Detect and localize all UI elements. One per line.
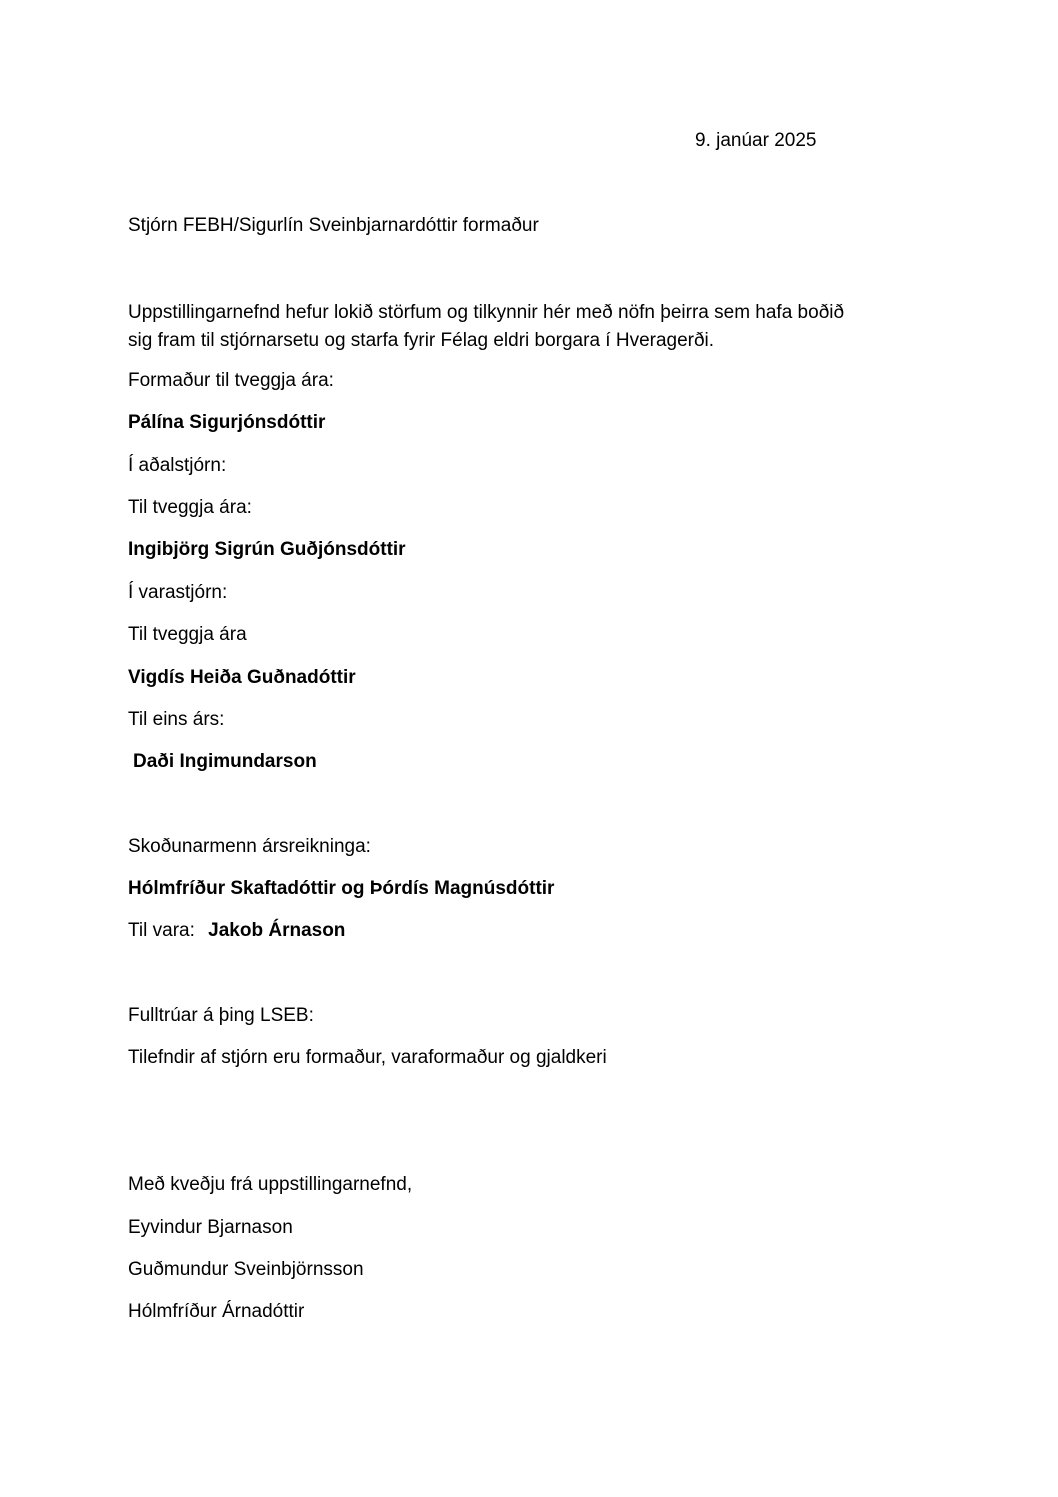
intro-line-1: Uppstillingarnefnd hefur lokið störfum og tilkynnir hér með nöfn þeirra sem hafa boðið bbox=[128, 302, 845, 323]
alternate-term-one-year: Til eins árs: bbox=[128, 709, 225, 730]
alternate-board-label: Í varastjórn: bbox=[128, 582, 228, 603]
signatory-2: Guðmundur Sveinbjörnsson bbox=[128, 1259, 364, 1280]
recipient-line: Stjórn FEBH/Sigurlín Sveinbjarnardóttir formaður bbox=[128, 215, 539, 236]
letter-date: 9. janúar 2025 bbox=[695, 130, 817, 151]
auditor-alternate-label: Til vara: bbox=[128, 920, 195, 941]
main-board-name: Ingibjörg Sigrún Guðjónsdóttir bbox=[128, 539, 406, 560]
auditor-alternate-name: Jakob Árnason bbox=[208, 920, 346, 941]
delegates-label: Fulltrúar á þing LSEB: bbox=[128, 1005, 314, 1026]
alternate-term-two-years: Til tveggja ára bbox=[128, 624, 247, 645]
auditors-label: Skoðunarmenn ársreikninga: bbox=[128, 836, 371, 857]
auditor-alternate-row bbox=[128, 919, 345, 943]
chair-label: Formaður til tveggja ára: bbox=[128, 370, 334, 391]
intro-line-2: sig fram til stjórnarsetu og starfa fyrir Félag eldri borgara í Hveragerði. bbox=[128, 330, 715, 351]
alternate-name-one-year: Daði Ingimundarson bbox=[133, 751, 317, 772]
main-board-label: Í aðalstjórn: bbox=[128, 455, 227, 476]
delegates-text: Tilefndir af stjórn eru formaður, varaformaður og gjaldkeri bbox=[128, 1047, 607, 1068]
chair-name: Pálína Sigurjónsdóttir bbox=[128, 412, 326, 433]
alternate-name-two-years: Vigdís Heiða Guðnadóttir bbox=[128, 667, 356, 688]
signatory-3: Hólmfríður Árnadóttir bbox=[128, 1301, 305, 1322]
intro-paragraph bbox=[128, 299, 928, 355]
main-board-term: Til tveggja ára: bbox=[128, 497, 252, 518]
closing-line: Með kveðju frá uppstillingarnefnd, bbox=[128, 1174, 413, 1195]
auditors-names: Hólmfríður Skaftadóttir og Þórdís Magnúsdóttir bbox=[128, 878, 555, 899]
signatory-1: Eyvindur Bjarnason bbox=[128, 1217, 293, 1238]
